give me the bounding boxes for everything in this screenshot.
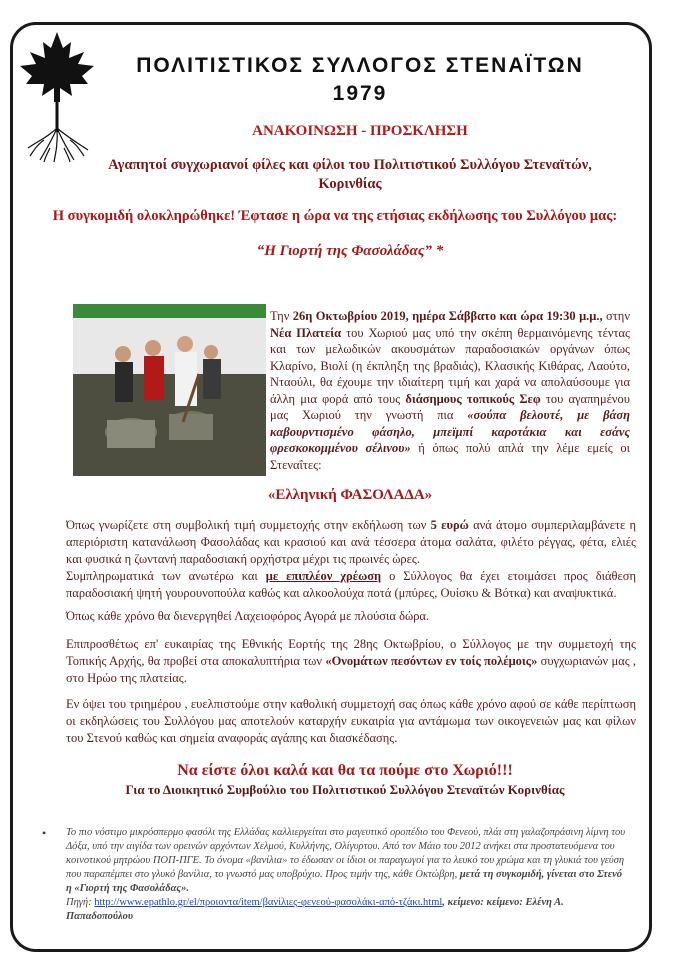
chefs-highlight: διάσημους τοπικούς Σεφ	[405, 391, 541, 406]
intro-text-2: στην	[606, 309, 630, 323]
founding-year: 1979	[332, 82, 388, 105]
greeting-line-2: Κορινθίας	[318, 176, 382, 192]
price-paragraph	[66, 517, 636, 602]
greeting	[70, 156, 630, 194]
intro-text-4: του αγαπημένου μας Χωριού την γνωστή πια	[270, 391, 630, 422]
lottery-paragraph: Όπως κάθε χρόνο θα διενεργηθεί Λαχειοφόρος Αγορά με πλούσια δώρα.	[66, 609, 430, 623]
page-title	[110, 52, 610, 108]
event-intro	[270, 308, 630, 473]
price-text-2: ανά άτομο συμπεριλαμβάνετε η απεριόριστη κατανάλωση Φασολάδας και κρασιού και ανά τέσσερα άτομα σαλάτα, φιλέτο ρέγγας, φέτα, ελιές και φυσικά η ζωντανή παραδοσιακή ορχήστρα μέχρι τις πρωινές ώρες.	[66, 518, 637, 566]
harvest-announcement: Η συγκομιδή ολοκληρώθηκε! Έφτασε η ώρα να της ετήσιας εκδήλωσης του Συλλόγου μας:	[52, 208, 618, 224]
memorial-text-2: συγχωριανών μας , στο Ηρώο της πλατείας.	[66, 654, 637, 685]
footnote-highlight: μετά τη συγκομιδή, γίνεται στο Στενό η «Γιορτή της Φασολάδας».	[66, 869, 622, 894]
footnote-text: Το πιο νόστιμο μικρόσπερμο φασόλι της Ελλάδας καλλιεργείται στο μαγευτικό οροπέδιο του Φενεού, πλάι στη γαλαζοπράσινη λίμνη του Δόξα, υπό την αιγίδα των ορεινών αρχόντων Χελμού, Κυλλήνης, Ολίγυρτου. Από τον Μάιο του 2012 ανήκει στα προστατευόμενα του κοινοτικού μητρώου ΠΟΠ-ΠΓΕ. Το όνομα «βανίλια» το έδωσαν οι ίδιοι οι παραγωγοί για το λευκό του χρώμα και τη γλυκιά του γεύση που παραπέμπει στο γλυκό βανίλια, το γνωστό μας υποβρύχιο. Προς τιμήν της, κάθε Οκτώβρη,	[66, 827, 626, 880]
event-date: 26η Οκτωβρίου 2019, ημέρα Σάββατο και ώρα 19:30 μ.μ.,	[292, 309, 603, 323]
memorial-names: «Ονομάτων πεσόντων εν τοίς πολέμοις»	[325, 654, 538, 668]
dish-description: «σούπα βελουτέ, με βάση καβουρντισμένο φάσηλο, μπεϊμπί καροτάκια και εσάνς φρεσκοκομμένου σέλινου»	[270, 408, 630, 455]
cooking-scene-picture	[73, 304, 266, 476]
intro-text-1: Την	[270, 309, 290, 323]
footnote-bullet: •	[42, 826, 47, 840]
memorial-paragraph	[66, 636, 636, 687]
extra-text-2: ο Σύλλογος θα έχει ετοιμάσει προς διάθεση παραδοσιακή ψητή γουρουνοπούλα καθώς και αλκοολούχα ποτά (μπύρες, Ουίσκυ & Βότκα) και αναψυκτικά.	[66, 569, 637, 600]
footnote	[66, 826, 626, 924]
source-link[interactable]: http://www.epathlo.gr/el/προιοντα/item/βανίλιες-φενεού-φασολάκι-από-τζάκι.html	[94, 897, 443, 908]
extra-text-1: Συμπληρωματικά των ανωτέρω και	[66, 569, 258, 583]
greeting-line-1: Αγαπητοί συγχωριανοί φίλες και φίλοι του Πολιτιστικού Συλλόγου Στεναϊτών,	[108, 157, 592, 173]
extra-charge: με επιπλέον χρέωση	[265, 569, 382, 583]
closing-line: Να είστε όλοι καλά και θα τα πούμε στο Χωριό!!!	[177, 762, 513, 779]
event-place: Νέα Πλατεία	[270, 325, 342, 340]
event-photo	[73, 304, 266, 476]
memorial-text-1: Επιπροσθέτως επ' ευκαιρίας της Εθνικής Εορτής της 28ης Οκτωβρίου, ο Σύλλογος με την συμμετοχή της Τοπικής Αρχής, θα προβεί στα αποκαλυπτήρια των	[66, 637, 636, 668]
board-signature: Για το Διοικητικό Συμβούλιο του Πολιτιστικού Συλλόγου Στεναϊτών Κορινθίας	[125, 782, 565, 797]
source-label: Πηγή:	[66, 897, 92, 908]
price-amount: 5 ευρώ	[430, 518, 469, 532]
association-name: ΠΟΛΙΤΙΣΤΙΚΟΣ ΣΥΛΛΟΓΟΣ ΣΤΕΝΑΪΤΩΝ	[136, 54, 584, 77]
intro-text-5: ή όπως πολύ απλά την λέμε εμείς οι Στεναΐτες:	[270, 441, 630, 472]
price-text-1: Όπως γνωρίζετε στη συμβολική τιμή συμμετοχής στην εκδήλωση των	[66, 518, 427, 532]
dish-name: «Ελληνική ΦΑΣΟΛΑΔΑ»	[267, 487, 433, 503]
announcement-heading: ΑΝΑΚΟΙΝΩΣΗ - ΠΡΟΣΚΛΗΣΗ	[252, 123, 468, 139]
text-credit: , κείμενο: κείμενο: Ελένη Α. Παπαδοπούλου	[66, 897, 564, 922]
intro-text-3: του Χωριού μας υπό την σκέπη θερμαινόμενης τέντας και των μελωδικών ακουσμάτων παραδοσιακών οργάνων όπως Κλαρίνο, Βιολί (η έκπληξη της βραδιάς), Κλασικής Κιθάρας, Λαούτο, Νταούλι, θα έχουμε την ιδιαίτερη τιμή και χαρά να απολαύσουμε για άλλη μια φορά από τους	[270, 325, 630, 406]
maple-tree-logo	[14, 28, 100, 164]
festival-name: “Η Γιορτή της Φασολάδας” *	[256, 243, 444, 259]
invitation-paragraph: Εν όψει του τριημέρου , ευελπιστούμε στην καθολική συμμετοχή σας όπως κάθε χρόνο αφού σε κάθε περίπτωση οι εκδηλώσεις του Συλλόγου μας αποτελούν καταρχήν ευκαιρία για αντάμωμα των οικογενειών μας και φίλων του Στενού καθώς και σημεία αναφοράς αγάπης και διασκέδασης.	[66, 697, 636, 745]
